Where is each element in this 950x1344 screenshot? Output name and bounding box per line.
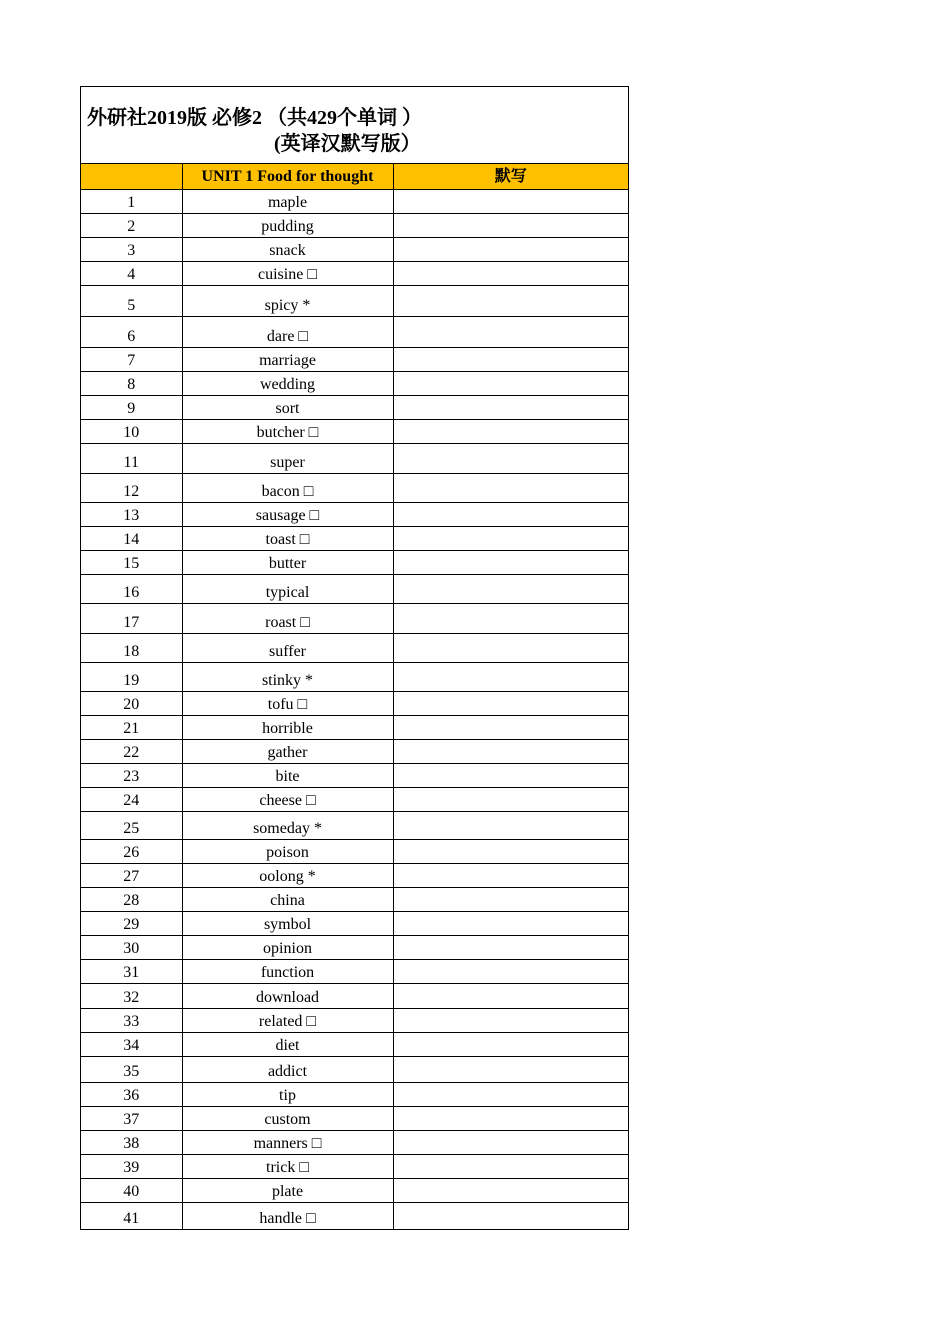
row-number: 15 — [81, 551, 182, 575]
vocabulary-word: typical — [182, 575, 393, 604]
answer-cell[interactable] — [393, 190, 628, 214]
table-row — [81, 663, 628, 692]
table-row — [81, 812, 628, 840]
vocabulary-word: cuisine □ — [182, 262, 393, 286]
answer-cell[interactable] — [393, 396, 628, 420]
answer-cell[interactable] — [393, 238, 628, 262]
vocabulary-word: manners □ — [182, 1131, 393, 1155]
row-number: 33 — [81, 1009, 182, 1033]
answer-cell[interactable] — [393, 372, 628, 396]
table-body — [81, 190, 628, 1229]
vocabulary-word: pudding — [182, 214, 393, 238]
answer-cell[interactable] — [393, 527, 628, 551]
row-number: 38 — [81, 1131, 182, 1155]
title-line-2: (英译汉默写版） — [274, 133, 421, 155]
answer-column-header: 默写 — [393, 164, 628, 190]
sheet-title — [81, 87, 628, 164]
row-number: 10 — [81, 420, 182, 444]
row-number: 36 — [81, 1083, 182, 1107]
vocabulary-word: butter — [182, 551, 393, 575]
row-number: 40 — [81, 1179, 182, 1203]
vocabulary-word: horrible — [182, 716, 393, 740]
row-number: 27 — [81, 864, 182, 888]
vocabulary-word: handle □ — [182, 1203, 393, 1229]
table-row — [81, 190, 628, 214]
answer-cell[interactable] — [393, 1203, 628, 1229]
answer-cell[interactable] — [393, 864, 628, 888]
vocabulary-word: related □ — [182, 1009, 393, 1033]
answer-cell[interactable] — [393, 984, 628, 1009]
row-number: 1 — [81, 190, 182, 214]
row-number: 21 — [81, 716, 182, 740]
row-number: 8 — [81, 372, 182, 396]
row-number: 20 — [81, 692, 182, 716]
table-row — [81, 888, 628, 912]
vocabulary-word: china — [182, 888, 393, 912]
vocabulary-word: roast □ — [182, 604, 393, 634]
answer-cell[interactable] — [393, 840, 628, 864]
vocabulary-word: gather — [182, 740, 393, 764]
vocabulary-word: poison — [182, 840, 393, 864]
row-number: 16 — [81, 575, 182, 604]
vocabulary-word: marriage — [182, 348, 393, 372]
row-number: 7 — [81, 348, 182, 372]
vocabulary-word: snack — [182, 238, 393, 262]
vocabulary-word: super — [182, 444, 393, 474]
row-number: 9 — [81, 396, 182, 420]
table-header-row — [81, 164, 628, 190]
row-number: 35 — [81, 1057, 182, 1083]
number-column-header — [81, 164, 182, 190]
row-number: 5 — [81, 286, 182, 317]
answer-cell[interactable] — [393, 716, 628, 740]
row-number: 34 — [81, 1033, 182, 1057]
table-row — [81, 912, 628, 936]
answer-cell[interactable] — [393, 663, 628, 692]
vocabulary-word: dare □ — [182, 317, 393, 348]
table-row — [81, 527, 628, 551]
vocabulary-word: tofu □ — [182, 692, 393, 716]
answer-cell[interactable] — [393, 1155, 628, 1179]
row-number: 4 — [81, 262, 182, 286]
table-row — [81, 1155, 628, 1179]
vocabulary-word: butcher □ — [182, 420, 393, 444]
answer-cell[interactable] — [393, 1131, 628, 1155]
row-number: 22 — [81, 740, 182, 764]
answer-cell[interactable] — [393, 575, 628, 604]
table-row — [81, 764, 628, 788]
row-number: 13 — [81, 503, 182, 527]
vocabulary-word: symbol — [182, 912, 393, 936]
answer-cell[interactable] — [393, 912, 628, 936]
table-row — [81, 551, 628, 575]
table-row — [81, 214, 628, 238]
answer-cell[interactable] — [393, 286, 628, 317]
answer-cell[interactable] — [393, 420, 628, 444]
row-number: 30 — [81, 936, 182, 960]
vocabulary-word: suffer — [182, 634, 393, 663]
table-row — [81, 444, 628, 474]
vocabulary-word: function — [182, 960, 393, 984]
vocabulary-word: oolong * — [182, 864, 393, 888]
table-row — [81, 420, 628, 444]
table-row — [81, 1009, 628, 1033]
vocabulary-word: toast □ — [182, 527, 393, 551]
vocabulary-word: download — [182, 984, 393, 1009]
answer-cell[interactable] — [393, 1107, 628, 1131]
row-number: 28 — [81, 888, 182, 912]
answer-cell[interactable] — [393, 474, 628, 503]
vocabulary-word: trick □ — [182, 1155, 393, 1179]
answer-cell[interactable] — [393, 764, 628, 788]
row-number: 3 — [81, 238, 182, 262]
answer-cell[interactable] — [393, 444, 628, 474]
answer-cell[interactable] — [393, 960, 628, 984]
table-row — [81, 840, 628, 864]
vocabulary-word: bacon □ — [182, 474, 393, 503]
answer-cell[interactable] — [393, 740, 628, 764]
row-number: 31 — [81, 960, 182, 984]
table-row — [81, 604, 628, 634]
table-row — [81, 262, 628, 286]
table-row — [81, 1203, 628, 1229]
table-row — [81, 286, 628, 317]
answer-cell[interactable] — [393, 788, 628, 812]
row-number: 18 — [81, 634, 182, 663]
row-number: 23 — [81, 764, 182, 788]
answer-cell[interactable] — [393, 812, 628, 840]
row-number: 14 — [81, 527, 182, 551]
table-row — [81, 575, 628, 604]
vocabulary-word: sausage □ — [182, 503, 393, 527]
answer-cell[interactable] — [393, 503, 628, 527]
row-number: 29 — [81, 912, 182, 936]
answer-cell[interactable] — [393, 692, 628, 716]
answer-cell[interactable] — [393, 1179, 628, 1203]
table-row — [81, 474, 628, 503]
vocabulary-word: custom — [182, 1107, 393, 1131]
answer-cell[interactable] — [393, 262, 628, 286]
vocabulary-table — [81, 164, 628, 1229]
table-row — [81, 317, 628, 348]
vocabulary-word: spicy * — [182, 286, 393, 317]
row-number: 17 — [81, 604, 182, 634]
row-number: 32 — [81, 984, 182, 1009]
answer-cell[interactable] — [393, 551, 628, 575]
vocabulary-word: plate — [182, 1179, 393, 1203]
table-row — [81, 372, 628, 396]
table-row — [81, 348, 628, 372]
answer-cell[interactable] — [393, 317, 628, 348]
table-row — [81, 936, 628, 960]
vocabulary-word: stinky * — [182, 663, 393, 692]
table-row — [81, 238, 628, 262]
table-row — [81, 984, 628, 1009]
vocabulary-word: sort — [182, 396, 393, 420]
row-number: 26 — [81, 840, 182, 864]
row-number: 6 — [81, 317, 182, 348]
answer-cell[interactable] — [393, 348, 628, 372]
table-row — [81, 1131, 628, 1155]
answer-cell[interactable] — [393, 1083, 628, 1107]
answer-cell[interactable] — [393, 604, 628, 634]
row-number: 39 — [81, 1155, 182, 1179]
row-number: 2 — [81, 214, 182, 238]
table-row — [81, 740, 628, 764]
answer-cell[interactable] — [393, 936, 628, 960]
row-number: 12 — [81, 474, 182, 503]
row-number: 25 — [81, 812, 182, 840]
table-row — [81, 1033, 628, 1057]
answer-cell[interactable] — [393, 1033, 628, 1057]
table-row — [81, 396, 628, 420]
vocabulary-word: diet — [182, 1033, 393, 1057]
table-row — [81, 692, 628, 716]
vocabulary-word: opinion — [182, 936, 393, 960]
answer-cell[interactable] — [393, 634, 628, 663]
row-number: 37 — [81, 1107, 182, 1131]
row-number: 19 — [81, 663, 182, 692]
vocabulary-word: cheese □ — [182, 788, 393, 812]
vocabulary-word: tip — [182, 1083, 393, 1107]
vocabulary-word: addict — [182, 1057, 393, 1083]
unit-column-header: UNIT 1 Food for thought — [182, 164, 393, 190]
vocabulary-word: maple — [182, 190, 393, 214]
vocabulary-word: wedding — [182, 372, 393, 396]
table-row — [81, 864, 628, 888]
table-row — [81, 1179, 628, 1203]
table-row — [81, 1083, 628, 1107]
vocabulary-word: bite — [182, 764, 393, 788]
row-number: 41 — [81, 1203, 182, 1229]
row-number: 11 — [81, 444, 182, 474]
table-row — [81, 503, 628, 527]
table-row — [81, 960, 628, 984]
title-line-1: 外研社2019版 必修2 （共429个单词 ） — [87, 107, 422, 129]
row-number: 24 — [81, 788, 182, 812]
vocabulary-word: someday * — [182, 812, 393, 840]
answer-cell[interactable] — [393, 214, 628, 238]
answer-cell[interactable] — [393, 888, 628, 912]
table-row — [81, 716, 628, 740]
answer-cell[interactable] — [393, 1057, 628, 1083]
table-row — [81, 1107, 628, 1131]
table-row — [81, 634, 628, 663]
vocabulary-sheet — [80, 86, 629, 1230]
table-row — [81, 788, 628, 812]
table-row — [81, 1057, 628, 1083]
answer-cell[interactable] — [393, 1009, 628, 1033]
